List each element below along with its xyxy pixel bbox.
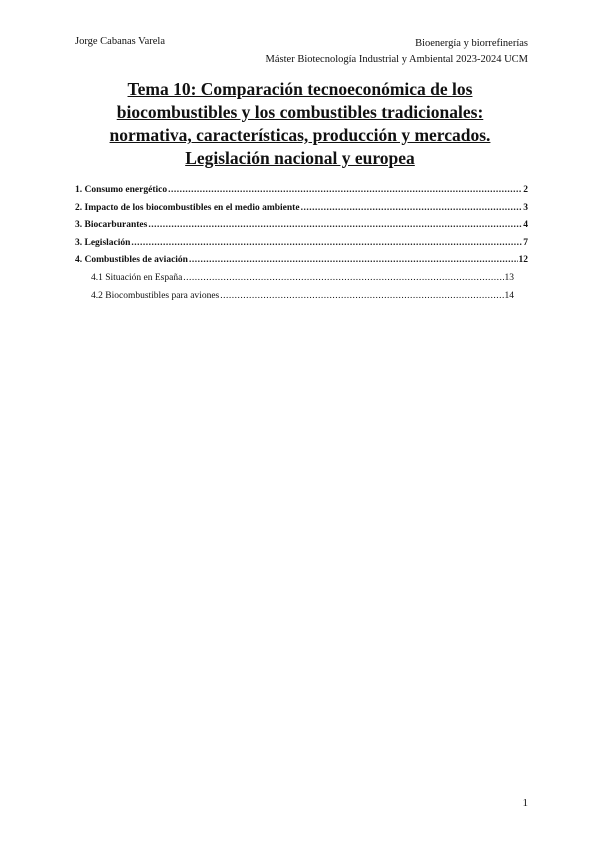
- toc-entry-label: 3. Legislación: [75, 237, 131, 248]
- toc-leader: [168, 185, 522, 195]
- table-of-contents: [75, 185, 528, 308]
- toc-leader: [183, 273, 503, 283]
- header-program: Máster Biotecnología Industrial y Ambiental 2023-2024 UCM: [265, 54, 528, 65]
- toc-entry-page: 12: [518, 255, 528, 266]
- header-author: Jorge Cabanas Varela: [75, 36, 165, 47]
- toc-entry-page: 7: [523, 237, 528, 248]
- header-course: Bioenergía y biorrefinerías: [415, 38, 528, 49]
- toc-entry-label: 3. Biocarburantes: [75, 220, 148, 231]
- toc-entry-page: 3: [523, 202, 528, 213]
- page-number: 1: [522, 797, 528, 809]
- toc-entry-label: 2. Impacto de los biocombustibles en el medio ambiente: [75, 202, 300, 213]
- toc-subentry[interactable]: [75, 273, 528, 291]
- toc-entry[interactable]: [75, 203, 528, 221]
- toc-entry[interactable]: [75, 238, 528, 256]
- toc-entry-label: 4. Combustibles de aviación: [75, 255, 188, 266]
- toc-entry-page: 2: [523, 185, 528, 195]
- toc-entry-label: 4.2 Biocombustibles para aviones: [91, 290, 220, 301]
- header-right: [266, 36, 528, 68]
- toc-leader: [131, 238, 522, 248]
- toc-entry-label: 4.1 Situación en España: [91, 272, 183, 283]
- toc-entry[interactable]: [75, 255, 528, 273]
- toc-entry-page: 4: [523, 220, 528, 231]
- toc-entry-label: 1. Consumo energético: [75, 185, 168, 195]
- toc-entry-page: 14: [504, 290, 514, 301]
- toc-leader: [148, 220, 522, 230]
- toc-entry[interactable]: [75, 185, 528, 203]
- document-title: Tema 10: Comparación tecnoeconómica de los biocombustibles y los combustibles tradicionales: normativa, características, producción y mercados. Legislación nacional y europea: [109, 79, 491, 168]
- toc-entry[interactable]: [75, 220, 528, 238]
- toc-entry-page: 13: [504, 272, 514, 283]
- toc-leader: [301, 203, 523, 213]
- toc-leader: [189, 255, 518, 265]
- toc-subentry[interactable]: [75, 291, 528, 309]
- toc-leader: [220, 291, 503, 301]
